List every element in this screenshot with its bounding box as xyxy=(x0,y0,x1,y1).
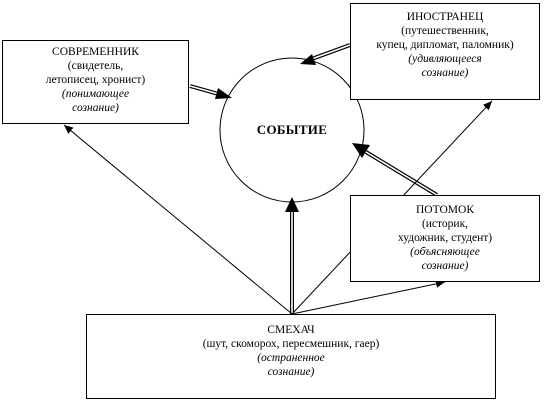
foreigner-consciousness-line2: сознание) xyxy=(421,67,469,79)
arrow-jester-to-descendant xyxy=(292,282,445,314)
jester-box xyxy=(86,314,496,399)
foreigner-roles-line1: (путешественник, xyxy=(401,25,489,37)
jester-roles-line1: (шут, скоморох, пересмешник, гаер) xyxy=(202,338,380,350)
descendant-consciousness-line2: сознание) xyxy=(421,260,469,272)
foreigner-consciousness-line1: (удивляющееся xyxy=(408,53,482,65)
arrow-descendant-to-event xyxy=(352,143,437,195)
arrow-foreigner-to-event xyxy=(300,45,350,65)
descendant-roles-line2: художник, студент) xyxy=(397,232,493,244)
descendant-title: ПОТОМОК xyxy=(416,204,474,216)
arrow-contemporary-to-event xyxy=(190,86,232,99)
descendant-box xyxy=(350,195,540,282)
contemporary-roles-line2: летописец, хронист) xyxy=(45,74,146,86)
arrow-jester-to-event xyxy=(285,197,299,314)
descendant-consciousness-line1: (объясняющее xyxy=(410,246,480,258)
foreigner-title: ИНОСТРАНЕЦ xyxy=(406,11,484,23)
event-label: СОБЫТИЕ xyxy=(256,122,328,137)
contemporary-consciousness-line1: (понимающее xyxy=(61,88,130,100)
jester-title: СМЕХАЧ xyxy=(267,324,315,336)
descendant-roles-line1: (историк, xyxy=(421,218,469,230)
foreigner-box xyxy=(350,3,540,100)
contemporary-consciousness-line2: сознание) xyxy=(72,102,119,114)
jester-consciousness-line2: сознание) xyxy=(267,366,315,378)
contemporary-title: СОВРЕМЕННИК xyxy=(52,46,139,58)
jester-consciousness-line1: (остраненное xyxy=(257,352,325,364)
contemporary-box xyxy=(2,40,189,124)
foreigner-roles-line2: купец, дипломат, паломник) xyxy=(376,39,514,51)
contemporary-roles-line1: (свидетель, xyxy=(67,60,124,72)
